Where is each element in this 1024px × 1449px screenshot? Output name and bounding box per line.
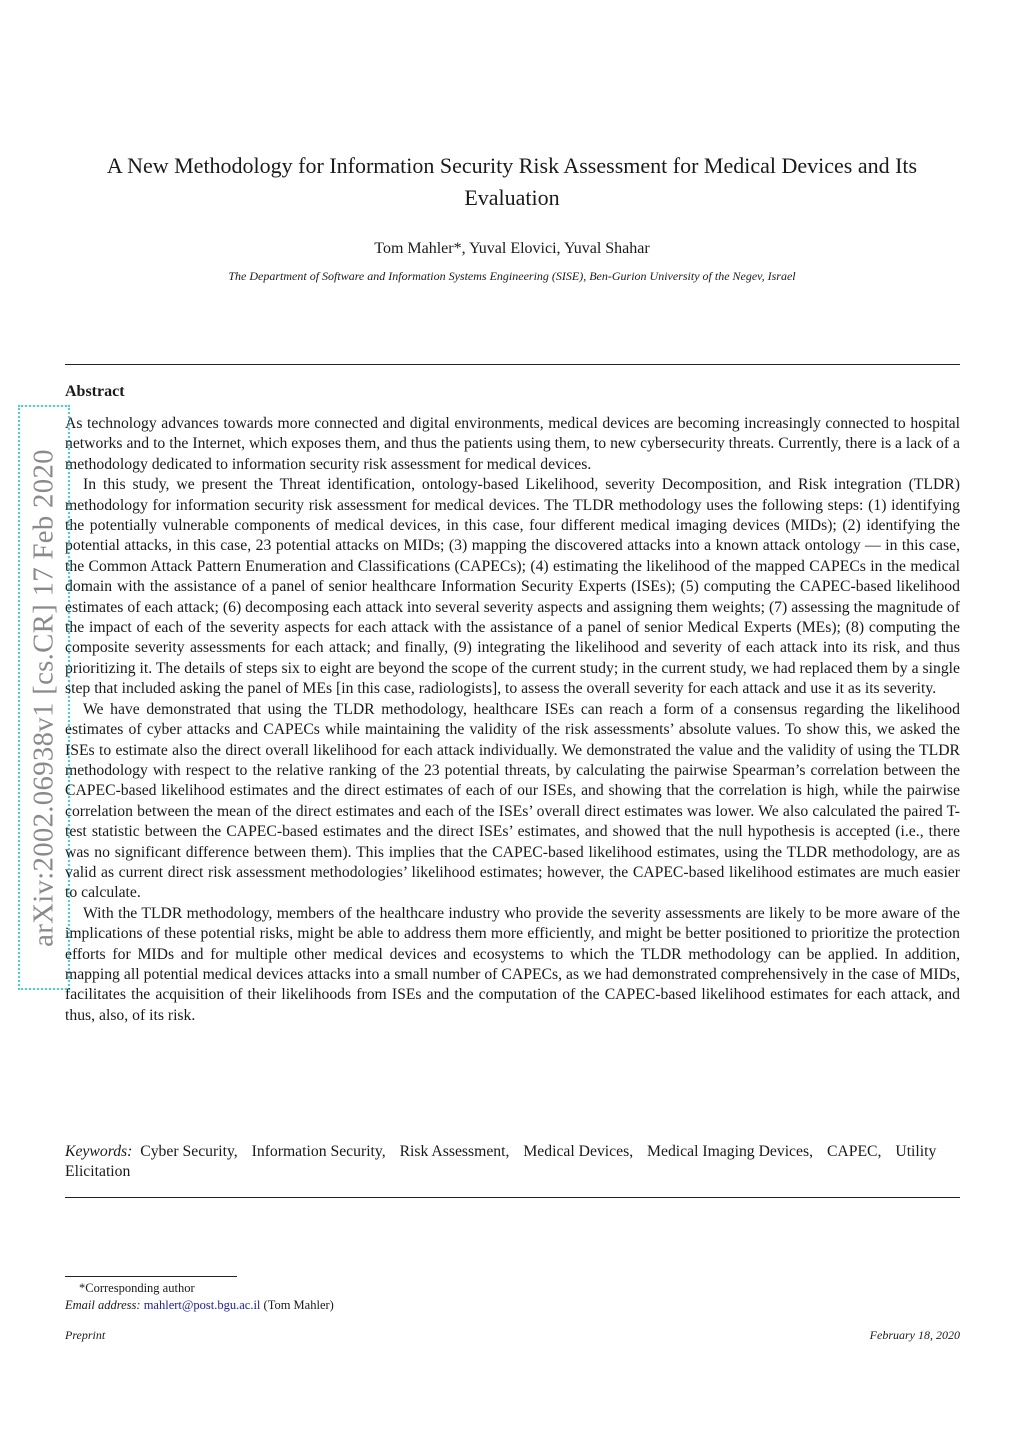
keyword: Utility Elicitation xyxy=(65,1143,937,1181)
keyword: Cyber Security, xyxy=(140,1143,238,1160)
keyword: Medical Imaging Devices, xyxy=(647,1143,814,1160)
email-link[interactable]: mahlert@post.bgu.ac.il xyxy=(143,1298,261,1312)
keyword: Information Security, xyxy=(251,1143,386,1160)
author-affiliation: The Department of Software and Information Systems Engineering (SISE), Ben-Gurion University of the Negev, Israel xyxy=(228,269,796,283)
abstract-paragraph-2: In this study, we present the Threat identification, ontology-based Likelihood, severity Decomposition, and Risk integration (TLDR) methodology for information security risk assessment for medical devices. The TLDR methodology uses the following steps: (1) identifying the potentially vulnerable components of medical devices, in this case, four different medical imaging devices (MIDs); (2) identifying the potential attacks, in this case, 23 potential attacks on MIDs; (3) mapping the discovered attacks into a known attack ontology — in this case, the Common Attack Pattern Enumeration and Classifications (CAPECs); (4) estimating the likelihood of the mapped CAPECs in the medical domain with the assistance of a panel of senior healthcare Information Security Experts (ISEs); (5) computing the CAPEC-based likelihood estimates of each attack; (6) decomposing each attack into several severity aspects and assigning them weights; (7) assessing the magnitude of the impact of each of the severity aspects for each attack with the assistance of a panel of senior Medical Experts (MEs); (8) computing the composite severity assessments for each attack; and finally, (9) integrating the likelihood and severity of each attack into its risk, and thus prioritizing it. The details of steps six to eight are beyond the scope of the current study; in the current study, we had replaced them by a single step that included asking the panel of MEs [in this case, radiologists], to assess the overall severity for each attack and use it as its severity. xyxy=(65,476,960,698)
abstract-paragraph-3: We have demonstrated that using the TLDR methodology, healthcare ISEs can reach a form of a consensus regarding the likelihood estimates of cyber attacks and CAPECs while maintaining the validity of the risk assessments’ absolute values. To show this, we asked the ISEs to estimate also the direct overall likelihood for each attack individually. We demonstrated the value and the validity of using the TLDR methodology with respect to the relative ranking of the 23 potential threats, by calculating the pairwise Spearman’s correlation between the CAPEC-based likelihood estimates and the direct estimates of each of our ISEs, and showing that the correlation is high, while the pairwise correlation between the mean of the direct estimates and each of the ISEs’ overall direct estimates was lower. We also calculated the paired T-test statistic between the CAPEC-based estimates and the direct ISEs’ estimates, and showed that the null hypothesis is accepted (i.e., there was no significant difference between them). This implies that the CAPEC-based likelihood estimates, using the TLDR methodology, are as valid as current direct risk assessment methodologies’ likelihood estimates; however, the CAPEC-based likelihood estimates are much easier to calculate. xyxy=(65,700,960,902)
preprint-date: February 18, 2020 xyxy=(869,1328,960,1342)
arxiv-identifier-stamp xyxy=(18,405,70,990)
author-list: Tom Mahler*, Yuval Elovici, Yuval Shahar xyxy=(374,240,650,257)
keywords xyxy=(65,1142,960,1183)
abstract-paragraph-1: As technology advances towards more connected and digital environments, medical devices are becoming increasingly connected to hospital networks and to the Internet, which exposes them, and thus the patients using them, to new cybersecurity threats. Currently, there is a lack of a methodology dedicated to information security risk assessment for medical devices. xyxy=(65,415,960,473)
keyword: Risk Assessment, xyxy=(399,1143,510,1160)
keyword: CAPEC, xyxy=(826,1143,882,1160)
abstract-body xyxy=(65,414,960,1026)
keywords-label: Keywords: xyxy=(65,1143,133,1160)
bottom-divider xyxy=(65,1197,960,1198)
top-divider xyxy=(65,364,960,365)
paper-title: A New Methodology for Information Security Risk Assessment for Medical Devices and Its Evaluation xyxy=(106,153,918,210)
email-line xyxy=(65,1297,334,1314)
preprint-label: Preprint xyxy=(65,1328,106,1342)
email-owner: (Tom Mahler) xyxy=(263,1298,334,1312)
corresponding-author-note: *Corresponding author xyxy=(79,1281,195,1295)
keyword: Medical Devices, xyxy=(523,1143,634,1160)
footnote-divider xyxy=(65,1276,237,1277)
footnote xyxy=(65,1280,334,1314)
arxiv-identifier-text: arXiv:2002.06938v1 [cs.CR] 17 Feb 2020 xyxy=(27,448,60,947)
email-label: Email address: xyxy=(65,1298,141,1312)
abstract-paragraph-4: With the TLDR methodology, members of the healthcare industry who provide the severity assessments are likely to be more aware of the implications of these potential risks, might be able to address them more efficiently, and might be better positioned to prioritize the protection efforts for MIDs and for multiple other medical devices and ecosystems to which the TLDR methodology can be applied. In addition, mapping all potential medical devices attacks into a small number of CAPECs, as we had demonstrated comprehensively in the case of MIDs, facilitates the acquisition of their likelihoods from ISEs and the computation of the CAPEC-based likelihood estimates for each attack, and thus, also, of its risk. xyxy=(65,904,960,1024)
abstract-heading: Abstract xyxy=(65,383,125,400)
